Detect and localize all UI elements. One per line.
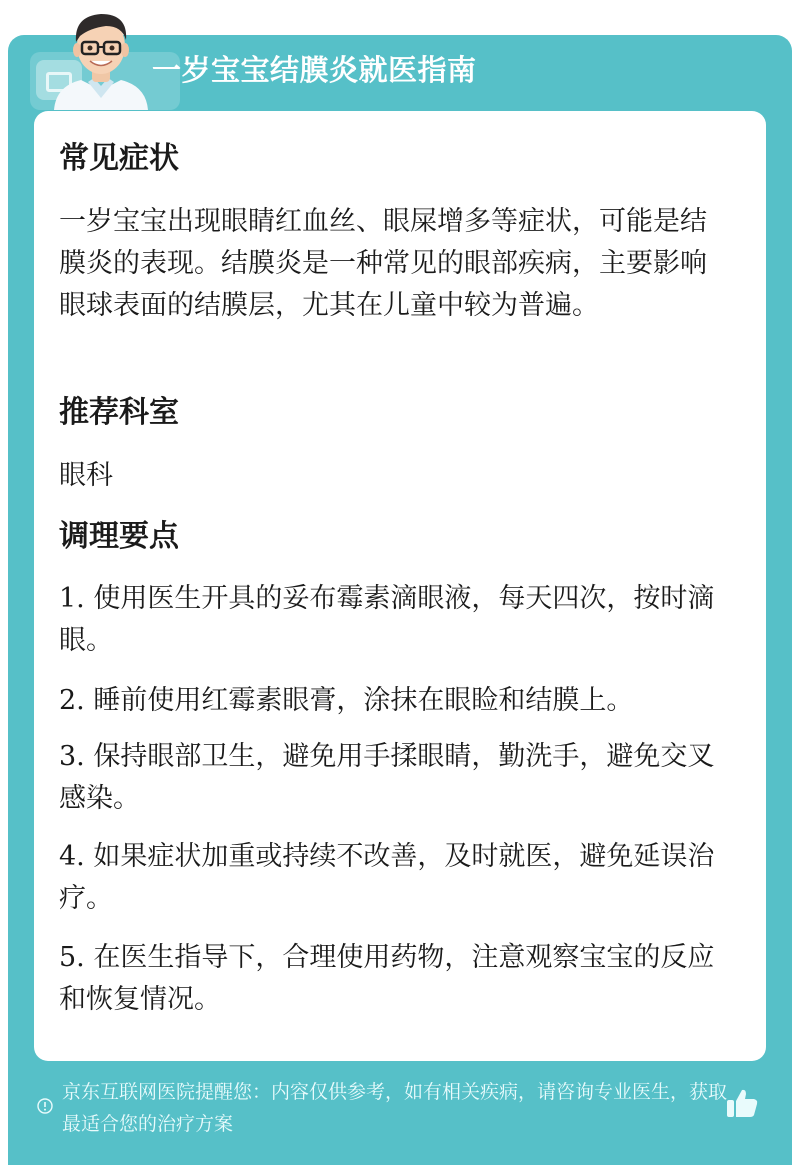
symptoms-text: 一岁宝宝出现眼睛红血丝、眼屎增多等症状，可能是结膜炎的表现。结膜炎是一种常见的眼部疾病，主要影响眼球表面的结膜层，尤其在儿童中较为普遍。 — [59, 206, 707, 321]
department-text: 眼科 — [59, 460, 113, 491]
care-item-text: 在医生指导下，合理使用药物，注意观察宝宝的反应和恢复情况。 — [59, 942, 715, 1015]
care-item — [59, 937, 729, 1021]
section-heading-department: 推荐科室 — [59, 395, 179, 430]
disclaimer-text: 京东互联网医院提醒您：内容仅供参考，如有相关疾病，请咨询专业医生，获取最适合您的治疗方案 — [62, 1081, 728, 1135]
care-item-text: 如果症状加重或持续不改善，及时就医，避免延误治疗。 — [59, 841, 715, 914]
care-item — [59, 578, 729, 662]
care-item-number: 4. — [59, 841, 85, 872]
care-item — [59, 680, 729, 722]
section-heading-symptoms: 常见症状 — [59, 141, 179, 176]
care-item-number: 3. — [59, 741, 85, 772]
care-item — [59, 836, 729, 920]
care-item-number: 1. — [59, 583, 85, 614]
care-item-number: 2. — [59, 685, 85, 716]
info-icon — [37, 1098, 53, 1114]
care-item-text: 保持眼部卫生，避免用手揉眼睛，勤洗手，避免交叉感染。 — [59, 741, 715, 814]
content-card — [34, 111, 766, 1061]
care-item-text: 睡前使用红霉素眼膏，涂抹在眼睑和结膜上。 — [93, 685, 634, 716]
care-item-number: 5. — [59, 942, 85, 973]
section-heading-care: 调理要点 — [59, 519, 179, 554]
page-title: 一岁宝宝结膜炎就医指南 — [152, 53, 477, 87]
doctor-avatar-icon — [46, 6, 156, 110]
care-item-text: 使用医生开具的妥布霉素滴眼液，每天四次，按时滴眼。 — [59, 583, 715, 656]
care-item — [59, 736, 729, 820]
thumbs-up-icon[interactable] — [724, 1085, 760, 1121]
